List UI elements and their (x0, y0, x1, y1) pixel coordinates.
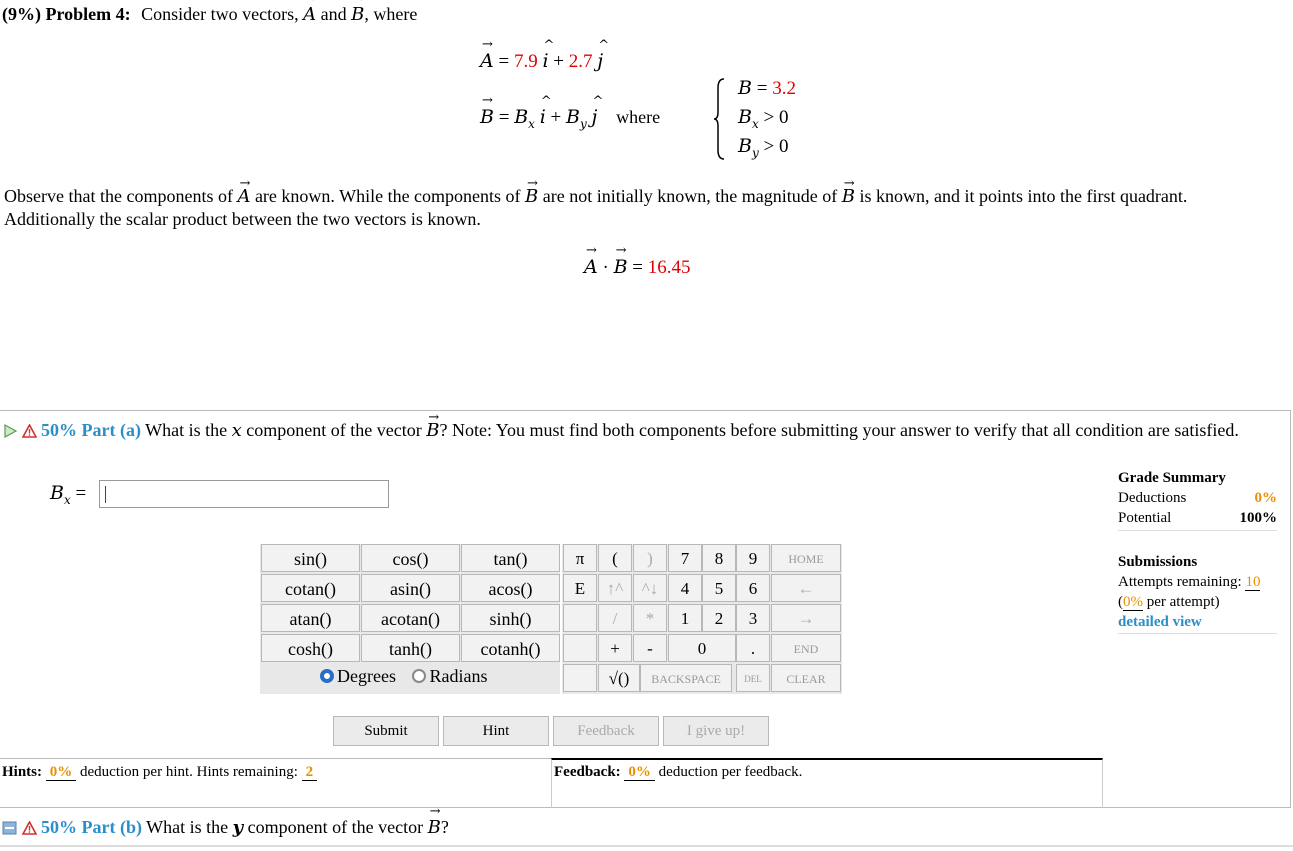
grade-summary-title: Grade Summary (1118, 470, 1226, 486)
play-icon[interactable] (3, 424, 17, 438)
condition-magnitude: B = 3.2 (738, 77, 796, 99)
key-pi-button[interactable]: π (563, 544, 597, 572)
key-k3-button[interactable]: 3 (736, 604, 770, 632)
key-home-button[interactable]: HOME (771, 544, 841, 572)
a-x-value: 7.9 (513, 51, 538, 72)
intro-paragraph: Observe that the components of → A are known. While the components of → B are not initially known, the magnitude of → B is known, and it points into the first quadrant. Additionally the scalar product between the two vectors is known. (4, 185, 1274, 231)
feedback-label: Feedback: (554, 764, 621, 780)
radians-option[interactable] (412, 666, 487, 686)
key-left-button[interactable]: ← (771, 574, 841, 602)
key-lparen-button[interactable]: ( (598, 544, 632, 572)
potential-value: 100% (1239, 510, 1277, 526)
equation-a: → A = 7.9 ^ i + 2.7 ^ j (480, 50, 603, 73)
part-a-header (3, 418, 1293, 443)
radians-radio[interactable] (412, 669, 426, 683)
part-b-toggle-icon[interactable] (2, 821, 17, 835)
submissions-panel (1118, 552, 1277, 634)
by-condition-text: > 0 (763, 136, 789, 157)
key-k7-button[interactable]: 7 (668, 544, 702, 572)
calc-fn-tanh-button[interactable]: tanh() (361, 634, 460, 662)
hint-button[interactable]: Hint (443, 716, 549, 746)
key-backspace-button[interactable]: BACKSPACE (640, 664, 732, 692)
attempts-value: 10 (1245, 574, 1261, 590)
problem-prompt: Consider two vectors, → A and → B, where (141, 4, 417, 24)
key-blank (563, 604, 597, 632)
where-label: where (616, 107, 661, 127)
dot-product-value: 16.45 (647, 257, 691, 278)
key-right-button[interactable]: → (771, 604, 841, 632)
bx-condition-text: > 0 (763, 107, 789, 128)
calc-fn-acotan-button[interactable]: acotan() (361, 604, 460, 632)
key-k2-button[interactable]: 2 (702, 604, 736, 632)
hints-label: Hints: (2, 764, 43, 780)
key-down-button[interactable]: ^↓ (633, 574, 667, 602)
calc-fn-atan-button[interactable]: atan() (261, 604, 360, 632)
key-slash-button[interactable]: / (598, 604, 632, 632)
condition-by: $B_y > 0$ (738, 135, 789, 160)
degrees-radio[interactable] (320, 669, 334, 683)
hints-remaining-value: 2 (302, 764, 318, 781)
calc-fn-asin-button[interactable]: asin() (361, 574, 460, 602)
submit-button[interactable]: Submit (333, 716, 439, 746)
feedback-button[interactable]: Feedback (553, 716, 659, 746)
degrees-label: Degrees (337, 666, 396, 686)
problem-weight: (9%) (2, 4, 41, 24)
key-dot-button[interactable]: . (736, 634, 770, 662)
conditions-brace (713, 78, 725, 160)
key-blank (563, 664, 597, 692)
key-k6-button[interactable]: 6 (736, 574, 770, 602)
key-sqrt-button[interactable]: √() (598, 664, 640, 692)
warning-icon (22, 424, 37, 438)
warning-icon (22, 821, 37, 835)
key-e-button[interactable]: E (563, 574, 597, 602)
deductions-label: Deductions (1118, 490, 1187, 506)
key-k5-button[interactable]: 5 (702, 574, 736, 602)
give-up-button[interactable]: I give up! (663, 716, 769, 746)
part-b-label: Part (b) (81, 817, 142, 837)
key-blank (563, 634, 597, 662)
part-b-header[interactable] (2, 817, 449, 838)
hints-row (0, 758, 551, 808)
part-a-label: Part (a) (81, 420, 141, 440)
calc-fn-cosh-button[interactable]: cosh() (261, 634, 360, 662)
key-star-button[interactable]: * (633, 604, 667, 632)
key-rparen-button[interactable]: ) (633, 544, 667, 572)
part-b-question: What is the y component of the vector → B? (146, 817, 449, 837)
part-a-percent: 50% (41, 420, 77, 440)
feedback-text: deduction per feedback. (658, 764, 803, 780)
calc-fn-sin-button[interactable]: sin() (261, 544, 360, 572)
hints-text: deduction per hint. Hints remaining: (80, 764, 298, 780)
key-clear-button[interactable]: CLEAR (771, 664, 841, 692)
key-up-button[interactable]: ↑^ (598, 574, 632, 602)
key-k4-button[interactable]: 4 (668, 574, 702, 602)
attempts-label: Attempts remaining: (1118, 574, 1242, 590)
key-minus-button[interactable]: - (633, 634, 667, 662)
key-plus-button[interactable]: + (598, 634, 632, 662)
equation-b: → $B = B_x$ ^ $i + B_y$ ^ j where (480, 106, 660, 131)
problem-title: Problem 4: (45, 4, 131, 24)
deductions-value: 0% (1254, 490, 1277, 506)
key-end-button[interactable]: END (771, 634, 841, 662)
key-k8-button[interactable]: 8 (702, 544, 736, 572)
submissions-title: Submissions (1118, 554, 1198, 570)
key-del-button[interactable]: DEL (736, 664, 770, 692)
calc-fn-acos-button[interactable]: acos() (461, 574, 560, 602)
per-attempt-row: (0% per attempt) (1118, 594, 1220, 610)
problem-header (2, 4, 417, 25)
calc-fn-sinh-button[interactable]: sinh() (461, 604, 560, 632)
calc-fn-cotan-button[interactable]: cotan() (261, 574, 360, 602)
attempts-row (1118, 572, 1277, 592)
per-attempt-label: per attempt) (1146, 594, 1220, 610)
potential-label: Potential (1118, 510, 1172, 526)
text-caret (105, 486, 106, 503)
feedback-deduction-value: 0% (624, 764, 655, 781)
feedback-row (551, 758, 1103, 808)
per-attempt-value: 0% (1123, 594, 1143, 610)
answer-input[interactable] (99, 480, 389, 508)
a-y-value: 2.7 (568, 51, 593, 72)
key-k9-button[interactable]: 9 (736, 544, 770, 572)
calc-fn-tan-button[interactable]: tan() (461, 544, 560, 572)
b-magnitude-value: 3.2 (772, 78, 796, 99)
angle-mode (320, 666, 487, 687)
degrees-option[interactable] (320, 666, 396, 686)
part-b-percent: 50% (41, 817, 77, 837)
radians-label: Radians (429, 666, 488, 686)
key-k1-button[interactable]: 1 (668, 604, 702, 632)
detailed-view-link[interactable]: detailed view (1118, 614, 1202, 630)
condition-bx: $B_x > 0$ (738, 106, 789, 131)
key-k0-button[interactable]: 0 (668, 634, 736, 662)
grade-summary (1118, 470, 1277, 531)
dot-product-equation: → A · → B = 16.45 (584, 256, 691, 279)
hints-deduction-value: 0% (46, 764, 77, 781)
calc-fn-cotanh-button[interactable]: cotanh() (461, 634, 560, 662)
calc-fn-cos-button[interactable]: cos() (361, 544, 460, 572)
part-a-question: What is the x component of the vector → B? Note: You must find both components before submitting your answer to verify that all condition are satisfied. (145, 420, 1239, 440)
bottom-divider (0, 845, 1293, 847)
answer-label: $B_x$ = (50, 482, 87, 507)
